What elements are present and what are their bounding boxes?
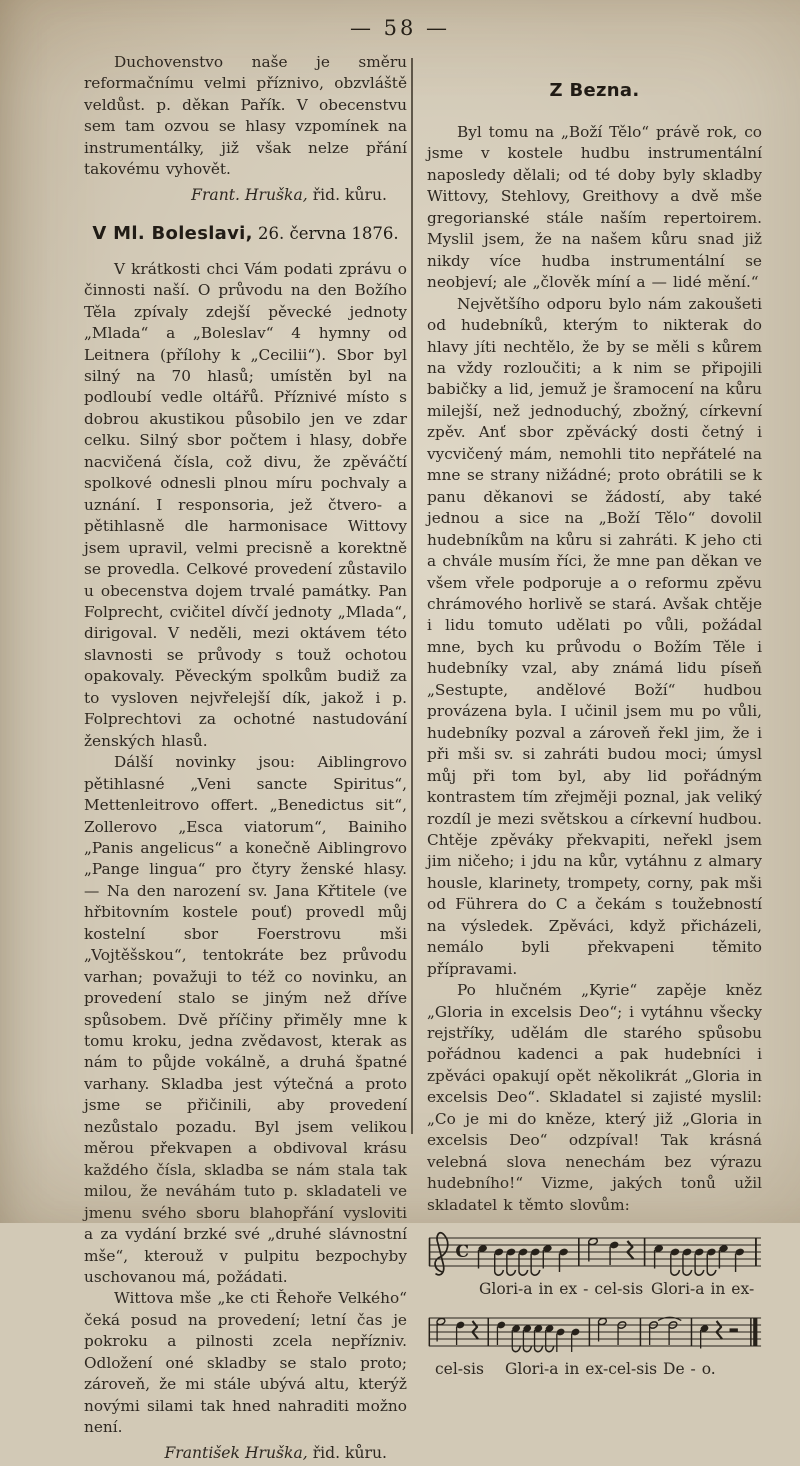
lyric-segment: Glori-a in ex-: [651, 1280, 755, 1299]
paragraph: Dálší novinky jsou: Aiblingrovo pětihlasné „Veni sancte Spiritus“, Mettenleitrovo offert. „Benedictus sit“, Zollerovo „Esca viatorum“, Bainiho „Panis angelicus“ a konečně Aiblingrovo „Pange lingua“ pro čtyry ženské hlasy. — Na den narození sv. Jana Křtitele (ve hřbitovním kostele pouť) provedl můj kostelní sbor Foerstrovu mši „Vojtěšskou“, tentokráte bez průvodu varhan; považuji to též co novinku, an provedení stalo se jiným než dříve spůsobem. Dvě příčiny přiměly mne k tomu kroku, jedna zvědavost, kterak as nám to půjde vokálně, a druhá špatné varhany. Skladba jest výtečná a proto jsme se přičinili, aby provedení nezůstalo pozadu. Byl jsem velikou měrou překvapen a obdivoval krásu každého čísla, skladba se nám stala tak milou, že neváhám tuto p. skladateli ve jmenu svého sboru blahopřání vysloviti a za vydání brzké své „druhé slávnostní mše“, kterouž v pulpitu bezpochyby uschovanou má, požádati.: [84, 753, 407, 1287]
article-heading-place: V Ml. Boleslavi,: [92, 222, 253, 244]
signature-name: Frant. Hruška,: [191, 185, 308, 204]
paragraph: Po hlučném „Kyrie“ zapěje kněz „Gloria in excelsis Deo“; i vytáhnu všecky rejstříky, udělám dle starého spůsobu pořádnou kadenci a pak hudebníci i zpěváci opakují opět několikrát „Gloria in excelsis Deo“. Skladatel si zajisté myslil: „Co je mi do kněze, který již „Gloria in excelsis Deo“ odzpíval! Tak krásná velebná slova nenechám bez výrazu hudebního!“ Vizme, jakých tonů užil skladatel k těmto slovům:: [427, 981, 762, 1214]
page-number: — 58 —: [349, 16, 451, 40]
lyric-segment: cel-sis: [435, 1360, 484, 1379]
paragraph-carryover: Duchovenstvo naše je směru reformačnímu velmi příznivo, obzvláště veldůst. p. děkan Pařík. V obecenstvu sem tam ozvou se hlasy vzpomínek na instrumentálky, již však nelze přání takovému vyhovět.: [84, 53, 407, 179]
paragraph: Byl tomu na „Boží Tělo“ právě rok, co jsme v kostele hudbu instrumentální naposledy dělali; od té doby byly skladby Wittovy, Stehlovy, Greithovy a dvě mše gregorianské stále naším repertoirem. Myslil jsem, že na našem kůru snad již nikdy více hudba instrumentální se neobjeví; ale „člověk míní a — lidé mění.“: [427, 123, 762, 292]
music-system-2: [427, 1306, 762, 1360]
signature-role: řid. kůru.: [307, 185, 387, 204]
left-column: [84, 52, 407, 1466]
article-heading-boleslav: [84, 223, 407, 244]
music-system-1: [427, 1226, 762, 1280]
svg-text:C: C: [455, 1242, 470, 1263]
lyric-segment: Glori-a in ex-cel-sis De - o.: [505, 1360, 716, 1379]
lyric-segment: Glori-a in ex - cel-sis: [479, 1280, 644, 1299]
signature-role: řid. kůru.: [307, 1443, 387, 1462]
article-heading-date: 26. června 1876.: [252, 223, 399, 243]
right-column: [427, 80, 762, 1386]
signature-line: [84, 1444, 407, 1462]
music-lyrics-line-1: [427, 1280, 762, 1306]
music-lyrics-line-2: [427, 1360, 762, 1386]
paragraph: Největšího odporu bylo nám zakoušeti od hudebníků, kterým to nikterak do hlavy jíti nechtělo, že by se měli s kůrem na vždy rozloučiti; a k nim se připojili babičky a lid, jemuž je šramocení na kůru milejší, než jednoduchý, zbožný, církevní zpěv. Anť sbor zpěvácký dosti četný i vycvičený mám, nemohli tito nepřátelé na mne se strany nižádné; proto obrátili se k panu děkanovi se žádostí, aby také jednou a sice na „Boží Tělo“ dovolil hudebníkům na kůru si zahráti. K jeho cti a chvále musím říci, že mne pan děkan ve všem vřele podporuje a o reformu zpěvu chrámového horlivě se stará. Avšak chtěje i lidu tomuto udělati po vůli, požádal mne, bych ku průvodu o Božím Těle i hudebníky vzal, aby známá lidu píseň „Sestupte, andělové Boží“ hudbou provázena byla. I učinil jsem mu po vůli, hudebníky pozval a zároveň řekl jim, že i při mši sv. si zahráti budou moci; úmysl můj při tom byl, aby lid pořádným kontrastem tím zřejměji poznal, jak veliký rozdíl je mezi světskou a církevní hudbou. Chtěje zpěváky překvapiti, neřekl jsem jim ničeho; i jdu na kůr, vytáhnu z almary housle, klarinety, trompety, corny, pak mši od Führera do C a čekám s toužebností na výsledek. Zpěváci, když přicházeli, nemálo byli překvapeni těmito přípravami.: [427, 294, 762, 978]
music-notation: [427, 1226, 762, 1386]
signature-name: František Hruška,: [164, 1443, 308, 1462]
paragraph: V krátkosti chci Vám podati zprávu o činnosti naší. O průvodu na den Božího Těla zpívaly zdejší pěvecké jednoty „Mlada“ a „Boleslav“ 4 hymny od Leitnera (přílohy k „Cecilii“). Sbor byl silný na 70 hlasů; umístěn byl na podloubí vedle oltářů. Příznivé místo s dobrou akustikou působilo jen ve zdar celku. Silný sbor počtem i hlasy, dobře nacvičená čísla, což divu, že zpěváčtí spolkové odnesli plnou míru pochvaly a uznání. I responsoria, jež čtvero- a pětihlasně dle harmonisace Wittovy jsem upravil, velmi precisně a korektně se provedla. Celkové provedení zůstavilo u obecenstva dojem trvalé památky. Pan Folprecht, cvičitel dívčí jednoty „Mlada“, dirigoval. V neděli, mezi oktávem této slavnosti se průvody s touž ochotou opakovaly. Pěveckým spolkům budiž za to vysloven nejvřelejší dík, jakož i p. Folprechtovi za ochotné nastudování ženských hlasů.: [84, 259, 407, 750]
paragraph: Wittova mše „ke cti Řehoře Velkého“ čeká posud na provedení; letní čas je pokroku a pilnosti zcela nepřízniv. Odložení oné skladby se stalo proto; zároveň, že mi stále ubývá altu, kterýž novými silami tak hned nahraditi možno není.: [84, 1289, 407, 1437]
column-divider: [411, 58, 413, 1134]
signature-line: [84, 186, 407, 204]
article-heading-bezna: Z Bezna.: [549, 80, 640, 101]
